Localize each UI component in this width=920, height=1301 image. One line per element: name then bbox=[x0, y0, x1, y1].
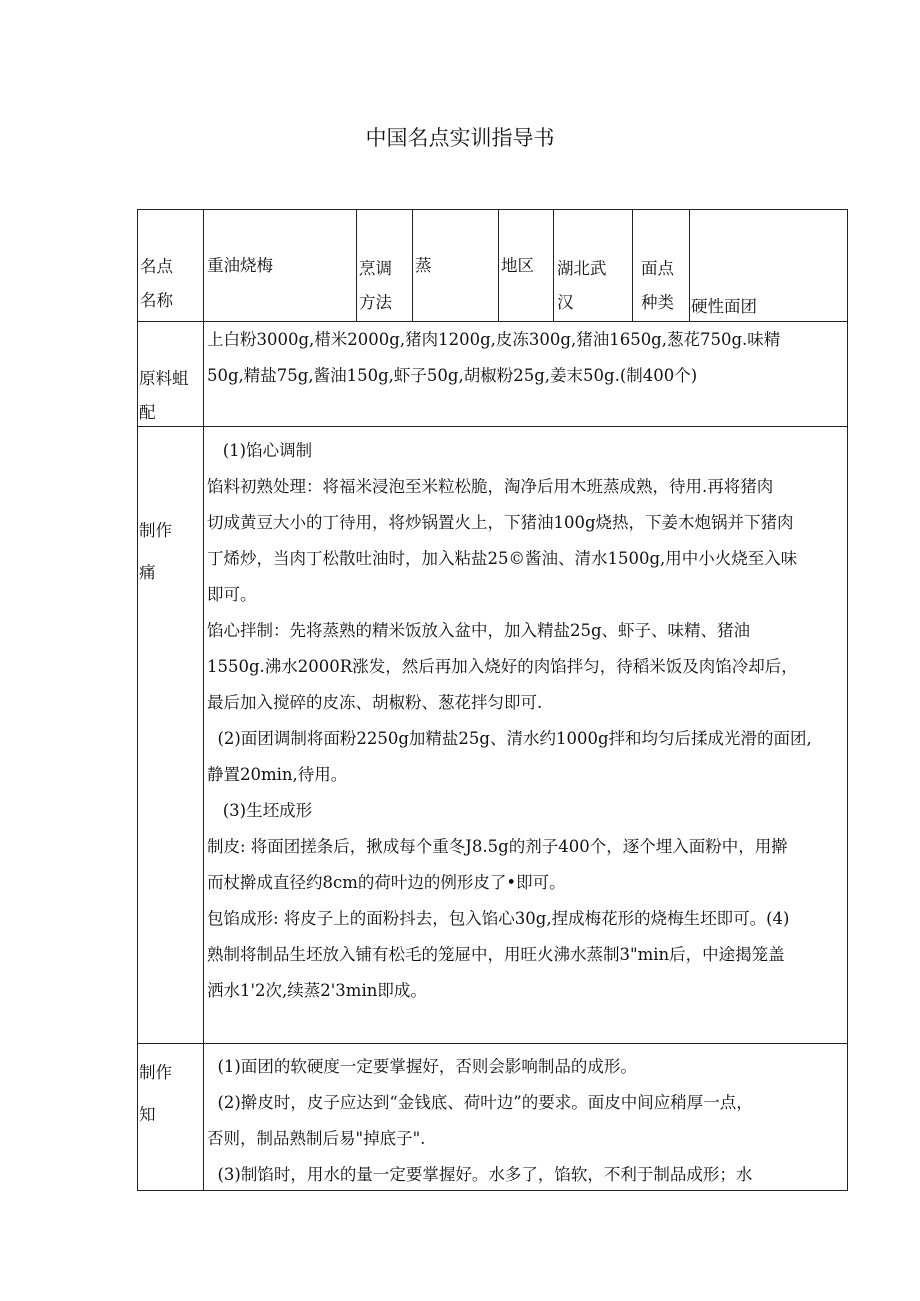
method-value: 蒸 bbox=[415, 256, 432, 275]
ingredients-text bbox=[207, 322, 847, 394]
table-divider bbox=[553, 209, 554, 321]
text-line: (3)制馅时，用水的量一定要掌握好。水多了，馅软，不利于制品成形；水 bbox=[207, 1165, 753, 1184]
text-line: 馅心拌制：先将蒸熟的精米饭放入盆中，加入精盐25g、虾子、味精、猪油 bbox=[207, 621, 751, 640]
text-line: 即可。 bbox=[207, 585, 257, 604]
type-label: 面点 种类 bbox=[641, 259, 674, 312]
method-label: 烹调 方法 bbox=[359, 259, 392, 312]
type-value: 硬性面团 bbox=[691, 297, 757, 316]
text-line: 馅料初熟处理：将福米浸泡至米粒松脆，淘净后用木班蒸成熟，待用.再将猪肉 bbox=[207, 477, 774, 496]
text-line: 静置20min,待用。 bbox=[207, 765, 348, 784]
text-line: 丁烯炒，当肉丁松散吐油时，加入粘盐25©酱油、清水1500g,用中小火烧至入味 bbox=[207, 549, 798, 568]
name-label: 名点 名称 bbox=[140, 257, 173, 310]
table-border-left bbox=[137, 209, 138, 1191]
text-line: 最后加入搅碎的皮冻、胡椒粉、葱花拌匀即可. bbox=[207, 693, 543, 712]
knowledge-label: 制作 知 bbox=[139, 1063, 172, 1124]
knowledge-text bbox=[207, 1049, 847, 1193]
text-line: 制皮: 将面团搓条后，揪成每个重冬J8.5g的剂子400个，逐个埋入面粉中，用擀 bbox=[207, 837, 788, 856]
ingredients-label: 原料蛆 配 bbox=[139, 369, 189, 422]
text-line: (1)面团的软硬度一定要掌握好，否则会影响制品的成形。 bbox=[207, 1057, 637, 1076]
process-text bbox=[207, 433, 847, 1009]
text-line: (3)生坯成形 bbox=[207, 801, 313, 820]
table-divider bbox=[203, 209, 204, 1191]
text-line: 否则，制品熟制后易"掉底子". bbox=[207, 1129, 426, 1148]
text-line: 而杖擀成直径约8cm的荷叶边的例形皮了•即可。 bbox=[207, 873, 566, 892]
text-line: 切成黄豆大小的丁待用，将炒锅置火上，下猪油100g烧热，下姜木炮锅并下猪肉 bbox=[207, 513, 794, 532]
table-divider bbox=[689, 209, 690, 321]
text-line: (1)馅心调制 bbox=[207, 441, 313, 460]
text-line: 50g,精盐75g,酱油150g,虾子50g,胡椒粉25g,姜末50g.(制400个) bbox=[207, 366, 698, 385]
table-divider bbox=[356, 209, 357, 321]
table-border-top bbox=[137, 209, 848, 210]
table-divider bbox=[412, 209, 413, 321]
table-border-right bbox=[847, 209, 848, 1191]
region-value: 湖北武 汉 bbox=[557, 259, 607, 312]
table-divider bbox=[137, 1043, 848, 1044]
table-divider bbox=[498, 209, 499, 321]
region-label: 地区 bbox=[501, 256, 534, 275]
table-divider bbox=[137, 426, 848, 427]
text-line: 上白粉3000g,棤米2000g,猪肉1200g,皮冻300g,猪油1650g,葱花750g.味精 bbox=[207, 330, 781, 349]
text-line: 洒水1'2次,续蒸2'3min即成。 bbox=[207, 981, 427, 1000]
name-value: 重油烧梅 bbox=[207, 256, 273, 275]
process-label: 制作 痛 bbox=[139, 521, 172, 582]
text-line: (2)面团调制将面粉2250g加精盐25g、清水约1000g拌和均匀后揉成光滑的面团, bbox=[207, 729, 812, 748]
text-line: 熟制将制品生坯放入铺有松毛的笼屉中，用旺火沸水蒸制3"min后，中途揭笼盖 bbox=[207, 945, 785, 964]
text-line: (2)擀皮时，皮子应达到“金钱底、荷叶边”的要求。面皮中间应稍厚一点， bbox=[207, 1093, 753, 1112]
page-title: 中国名点实训指导书 bbox=[365, 126, 555, 150]
text-line: 包馅成形: 将皮子上的面粉抖去，包入馅心30g,捏成梅花形的烧梅生坯即可。(4) bbox=[207, 909, 790, 928]
table-divider bbox=[632, 209, 633, 321]
text-line: 1550g.沸水2000R涨发，然后再加入烧好的肉馅拌匀，待稻米饭及肉馅冷却后， bbox=[207, 657, 798, 676]
